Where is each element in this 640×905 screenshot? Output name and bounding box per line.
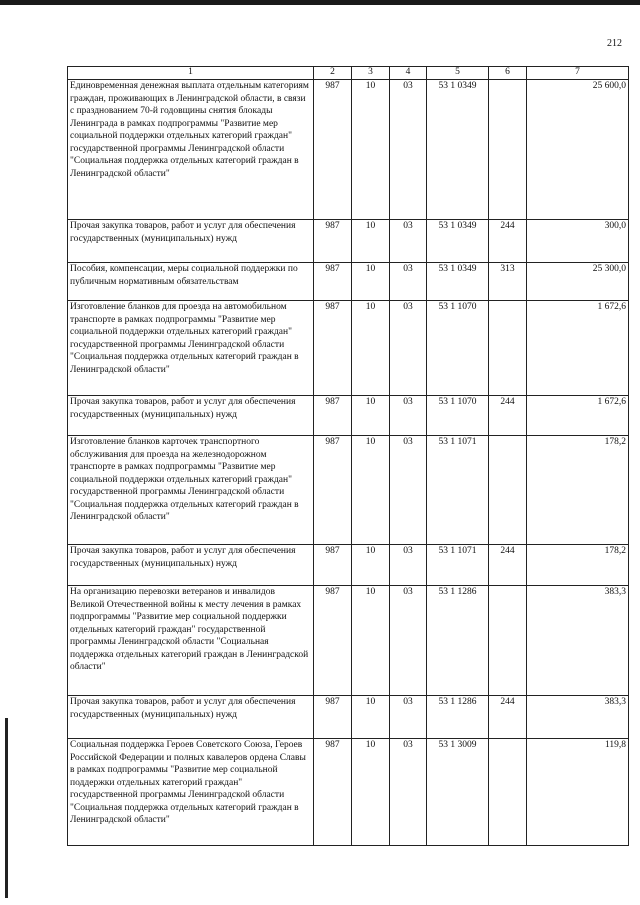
column-header-4: 4 [390,67,427,80]
row-col-3: 10 [352,739,390,846]
table-row [68,396,629,436]
row-col-3: 10 [352,220,390,263]
table-row [68,263,629,301]
row-col-5: 53 1 0349 [427,263,489,301]
row-col-3: 10 [352,263,390,301]
row-col-7: 1 672,6 [527,301,629,396]
row-col-6 [489,586,527,696]
row-name: Изготовление бланков карточек транспортного обслуживания для проезда на железнодорожном транспорте в рамках подпрограммы "Развитие мер социальной поддержки отдельных категорий граждан" государственной программы Ленинградской области "Социальная поддержка отдельных категорий граждан в Ленинградской области" [68,436,314,545]
top-border-rule [0,0,640,5]
row-name: Изготовление бланков для проезда на автомобильном транспорте в рамках подпрограммы "Развитие мер социальной поддержки отдельных категорий граждан" государственной программы Ленинградской области "Социальная поддержка отдельных категорий граждан в Ленинградской области" [68,301,314,396]
row-col-2: 987 [314,436,352,545]
column-header-5: 5 [427,67,489,80]
table-row [68,220,629,263]
row-col-2: 987 [314,263,352,301]
column-header-6: 6 [489,67,527,80]
row-col-4: 03 [390,436,427,545]
row-col-6: 244 [489,396,527,436]
row-col-4: 03 [390,545,427,586]
row-name: Прочая закупка товаров, работ и услуг для обеспечения государственных (муниципальных) нужд [68,696,314,739]
row-col-7: 178,2 [527,545,629,586]
table-row [68,696,629,739]
row-col-6 [489,301,527,396]
row-col-4: 03 [390,80,427,220]
row-col-6: 244 [489,545,527,586]
table-row [68,739,629,846]
budget-table [67,66,629,846]
row-name: Прочая закупка товаров, работ и услуг для обеспечения государственных (муниципальных) нужд [68,220,314,263]
row-col-3: 10 [352,586,390,696]
row-col-4: 03 [390,396,427,436]
table-row [68,545,629,586]
column-header-2: 2 [314,67,352,80]
row-col-2: 987 [314,396,352,436]
row-col-6: 244 [489,220,527,263]
row-col-5: 53 1 0349 [427,220,489,263]
row-col-7: 25 300,0 [527,263,629,301]
row-col-5: 53 1 1286 [427,586,489,696]
row-col-5: 53 1 1071 [427,436,489,545]
row-name: Единовременная денежная выплата отдельным категориям граждан, проживающих в Ленинградской области, в связи с празднованием 70-й годовщины снятия блокады Ленинграда в рамках подпрограммы "Развитие мер социальной поддержки отдельных категорий граждан" государственной программы Ленинградской области "Социальная поддержка отдельных категорий граждан в Ленинградской области" [68,80,314,220]
row-col-2: 987 [314,220,352,263]
row-col-5: 53 1 1071 [427,545,489,586]
row-col-5: 53 1 1070 [427,396,489,436]
header-row [68,67,629,80]
row-col-2: 987 [314,739,352,846]
row-name: Прочая закупка товаров, работ и услуг для обеспечения государственных (муниципальных) нужд [68,396,314,436]
row-col-5: 53 1 0349 [427,80,489,220]
table-row [68,80,629,220]
row-col-4: 03 [390,220,427,263]
row-name: На организацию перевозки ветеранов и инвалидов Великой Отечественной войны к месту лечения в рамках подпрограммы "Развитие мер социальной поддержки отдельных категорий граждан" государственной программы Ленинградской области "Социальная поддержка отдельных категорий граждан в Ленинградской области" [68,586,314,696]
column-header-3: 3 [352,67,390,80]
column-header-7: 7 [527,67,629,80]
row-col-4: 03 [390,301,427,396]
row-col-7: 383,3 [527,586,629,696]
row-col-5: 53 1 1286 [427,696,489,739]
row-col-2: 987 [314,696,352,739]
row-col-6: 313 [489,263,527,301]
row-col-6: 244 [489,696,527,739]
row-col-2: 987 [314,545,352,586]
row-col-4: 03 [390,696,427,739]
row-col-7: 25 600,0 [527,80,629,220]
row-col-4: 03 [390,586,427,696]
row-col-3: 10 [352,396,390,436]
row-col-3: 10 [352,545,390,586]
page-number: 212 [607,38,622,49]
row-col-4: 03 [390,263,427,301]
row-col-7: 1 672,6 [527,396,629,436]
table-row [68,436,629,545]
row-col-7: 383,3 [527,696,629,739]
row-col-6 [489,739,527,846]
row-col-7: 119,8 [527,739,629,846]
left-margin-bar [5,718,8,898]
table-row [68,301,629,396]
row-col-5: 53 1 3009 [427,739,489,846]
row-col-2: 987 [314,80,352,220]
row-col-2: 987 [314,301,352,396]
row-col-6 [489,80,527,220]
row-col-6 [489,436,527,545]
row-col-5: 53 1 1070 [427,301,489,396]
row-col-3: 10 [352,696,390,739]
row-col-2: 987 [314,586,352,696]
row-name: Социальная поддержка Героев Советского Союза, Героев Российской Федерации и полных кавалеров ордена Славы в рамках подпрограммы "Развитие мер социальной поддержки отдельных категорий граждан" государственной программы Ленинградской области "Социальная поддержка отдельных категорий граждан в Ленинградской области" [68,739,314,846]
row-name: Прочая закупка товаров, работ и услуг для обеспечения государственных (муниципальных) нужд [68,545,314,586]
row-col-7: 300,0 [527,220,629,263]
row-col-3: 10 [352,436,390,545]
row-name: Пособия, компенсации, меры социальной поддержки по публичным нормативным обязательствам [68,263,314,301]
row-col-4: 03 [390,739,427,846]
column-header-1: 1 [68,67,314,80]
row-col-3: 10 [352,301,390,396]
row-col-7: 178,2 [527,436,629,545]
row-col-3: 10 [352,80,390,220]
table-row [68,586,629,696]
